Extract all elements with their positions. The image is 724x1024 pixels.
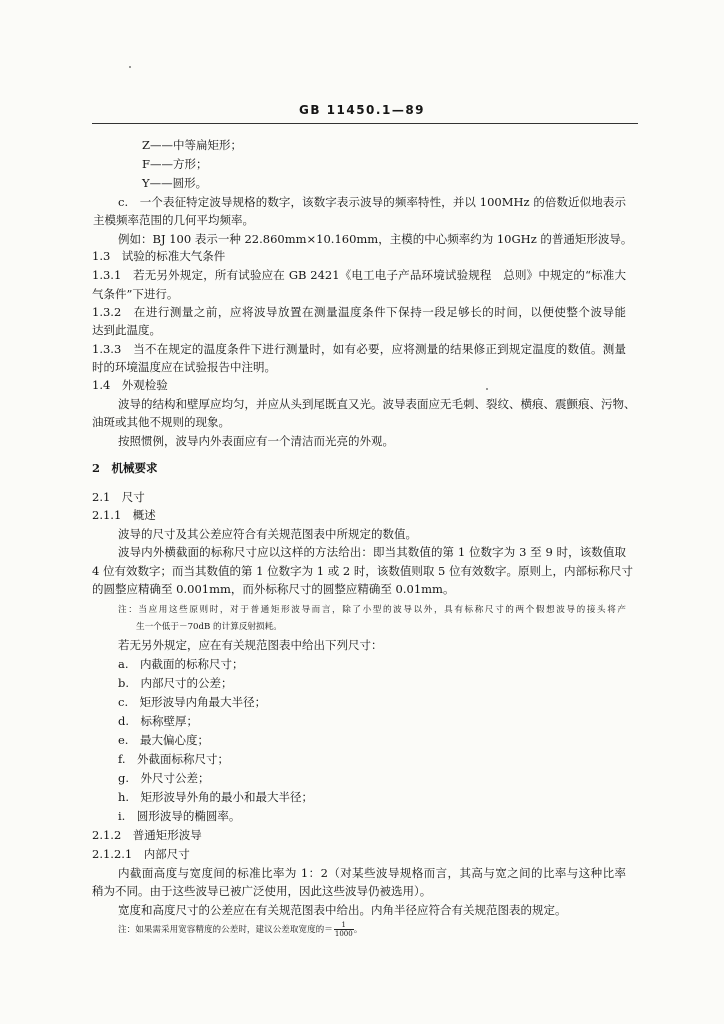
para-2-1-1-line-2: 波导内外横截面的标称尺寸应以这样的方法给出：即当其数值的第 1 位数字为 3 至 9 时，该数值取 xyxy=(118,545,626,559)
dimension-item-b: b. 内部尺寸的公差； xyxy=(118,676,233,690)
para-2-1-2-1-line-3: 宽度和高度尺寸的公差应在有关规范图表中给出。内角半径应符合有关规范图表的规定。 xyxy=(118,903,567,917)
tolerance-fraction xyxy=(334,921,354,938)
para-1-3-3-line-2: 时的环境温度应在试验报告中注明。 xyxy=(92,360,276,374)
fraction-numerator: 1 xyxy=(334,921,354,930)
section-heading-2-1: 2.1 尺寸 xyxy=(92,490,145,504)
tolerance-note-text: 注：如果需采用宽容精度的公差时，建议公差取宽度的＝ xyxy=(118,925,333,935)
tolerance-note xyxy=(118,921,362,938)
tolerance-note-end: 。 xyxy=(353,925,363,935)
para-1-3-1-line-1: 1.3.1 若无另外规定，所有试验应在 GB 2421《电工电子产品环境试验规程 总则》中规定的“标准大 xyxy=(92,268,626,282)
chapter-heading-2: 2 机械要求 xyxy=(92,461,158,475)
dimension-item-a: a. 内截面的标称尺寸； xyxy=(118,657,244,671)
section-heading-1-4: 1.4 外观检验 xyxy=(92,378,168,392)
list-item-y: Y——圆形。 xyxy=(142,176,208,190)
note-line-1: 注：当应用这些原则时，对于普通矩形波导而言，除了小型的波导以外，具有标称尺寸的两个假想波导的接头将产 xyxy=(118,605,626,615)
para-1-3-1-line-2: 气条件”下进行。 xyxy=(92,287,179,301)
section-heading-2-1-2-1: 2.1.2.1 内部尺寸 xyxy=(92,847,190,861)
para-2-1-2-1-line-2: 稍为不同。由于这些波导已被广泛使用，因此这些波导仍被选用）。 xyxy=(92,884,432,898)
para-2-1-1-line-3: 4 位有效数字；而当其数值的第 1 位数字为 1 或 2 时，该数值则取 5 位有效数字。原则上，内部标称尺寸 xyxy=(92,564,633,578)
para-2-1-1-line-4: 的圆整应精确至 0.001mm，而外标称尺寸的圆整应精确至 0.01mm。 xyxy=(92,582,455,596)
example-line: 例如：BJ 100 表示一种 22.860mm×10.160mm，主模的中心频率约为 10GHz 的普通矩形波导。 xyxy=(118,232,633,246)
dimension-item-d: d. 标称壁厚； xyxy=(118,714,199,728)
scan-speck xyxy=(486,388,488,390)
para-1-3-2-line-2: 达到此温度。 xyxy=(92,323,161,337)
section-heading-2-1-2: 2.1.2 普通矩形波导 xyxy=(92,828,202,842)
dimension-item-i: i. 圆形波导的椭圆率。 xyxy=(118,809,241,823)
dimension-list-intro: 若无另外规定，应在有关规范图表中给出下列尺寸： xyxy=(118,638,383,652)
list-item-f: F——方形； xyxy=(142,157,208,171)
item-c-line-1: c. 一个表征特定波导规格的数字，该数字表示波导的频率特性，并以 100MHz 的倍数近似地表示 xyxy=(118,195,626,209)
para-1-4-line-2: 油斑或其他不规则的现象。 xyxy=(92,415,230,429)
section-heading-2-1-1: 2.1.1 概述 xyxy=(92,508,156,522)
para-1-3-3-line-1: 1.3.3 当不在规定的温度条件下进行测量时，如有必要，应将测量的结果修正到规定温度的数值。测量 xyxy=(92,342,626,356)
list-item-z: Z——中等扁矩形； xyxy=(142,138,242,152)
dimension-item-e: e. 最大偏心度； xyxy=(118,733,209,747)
fraction-denominator: 1000 xyxy=(334,930,353,938)
para-1-4-line-3: 按照惯例，波导内外表面应有一个清洁而光亮的外观。 xyxy=(118,434,394,448)
note-line-2: 生一个低于－70dB 的计算反射损耗。 xyxy=(136,622,282,632)
para-1-4-line-1: 波导的结构和壁厚应均匀，并应从头到尾既直又光。波导表面应无毛刺、裂纹、横痕、震颤痕、污物、 xyxy=(118,397,636,411)
section-heading-1-3: 1.3 试验的标准大气条件 xyxy=(92,249,226,263)
item-c-line-2: 主模频率范围的几何平均频率。 xyxy=(93,213,254,227)
dimension-item-h: h. 矩形波导外角的最小和最大半径； xyxy=(118,790,314,804)
dimension-item-c: c. 矩形波导内角最大半径； xyxy=(118,695,267,709)
para-2-1-1-line-1: 波导的尺寸及其公差应符合有关规范图表中所规定的数值。 xyxy=(118,527,417,541)
header-rule xyxy=(92,123,638,124)
para-2-1-2-1-line-1: 内截面高度与宽度间的标准比率为 1：2（对某些波导规格而言，其高与宽之间的比率与这种比率 xyxy=(118,866,626,880)
page-header: GB 11450.1—89 xyxy=(298,103,426,117)
scan-speck xyxy=(129,66,131,68)
dimension-item-g: g. 外尺寸公差； xyxy=(118,771,210,785)
dimension-item-f: f. 外截面标称尺寸； xyxy=(118,752,230,766)
para-1-3-2-line-1: 1.3.2 在进行测量之前，应将波导放置在测量温度条件下保持一段足够长的时间，以便使整个波导能 xyxy=(92,305,626,319)
